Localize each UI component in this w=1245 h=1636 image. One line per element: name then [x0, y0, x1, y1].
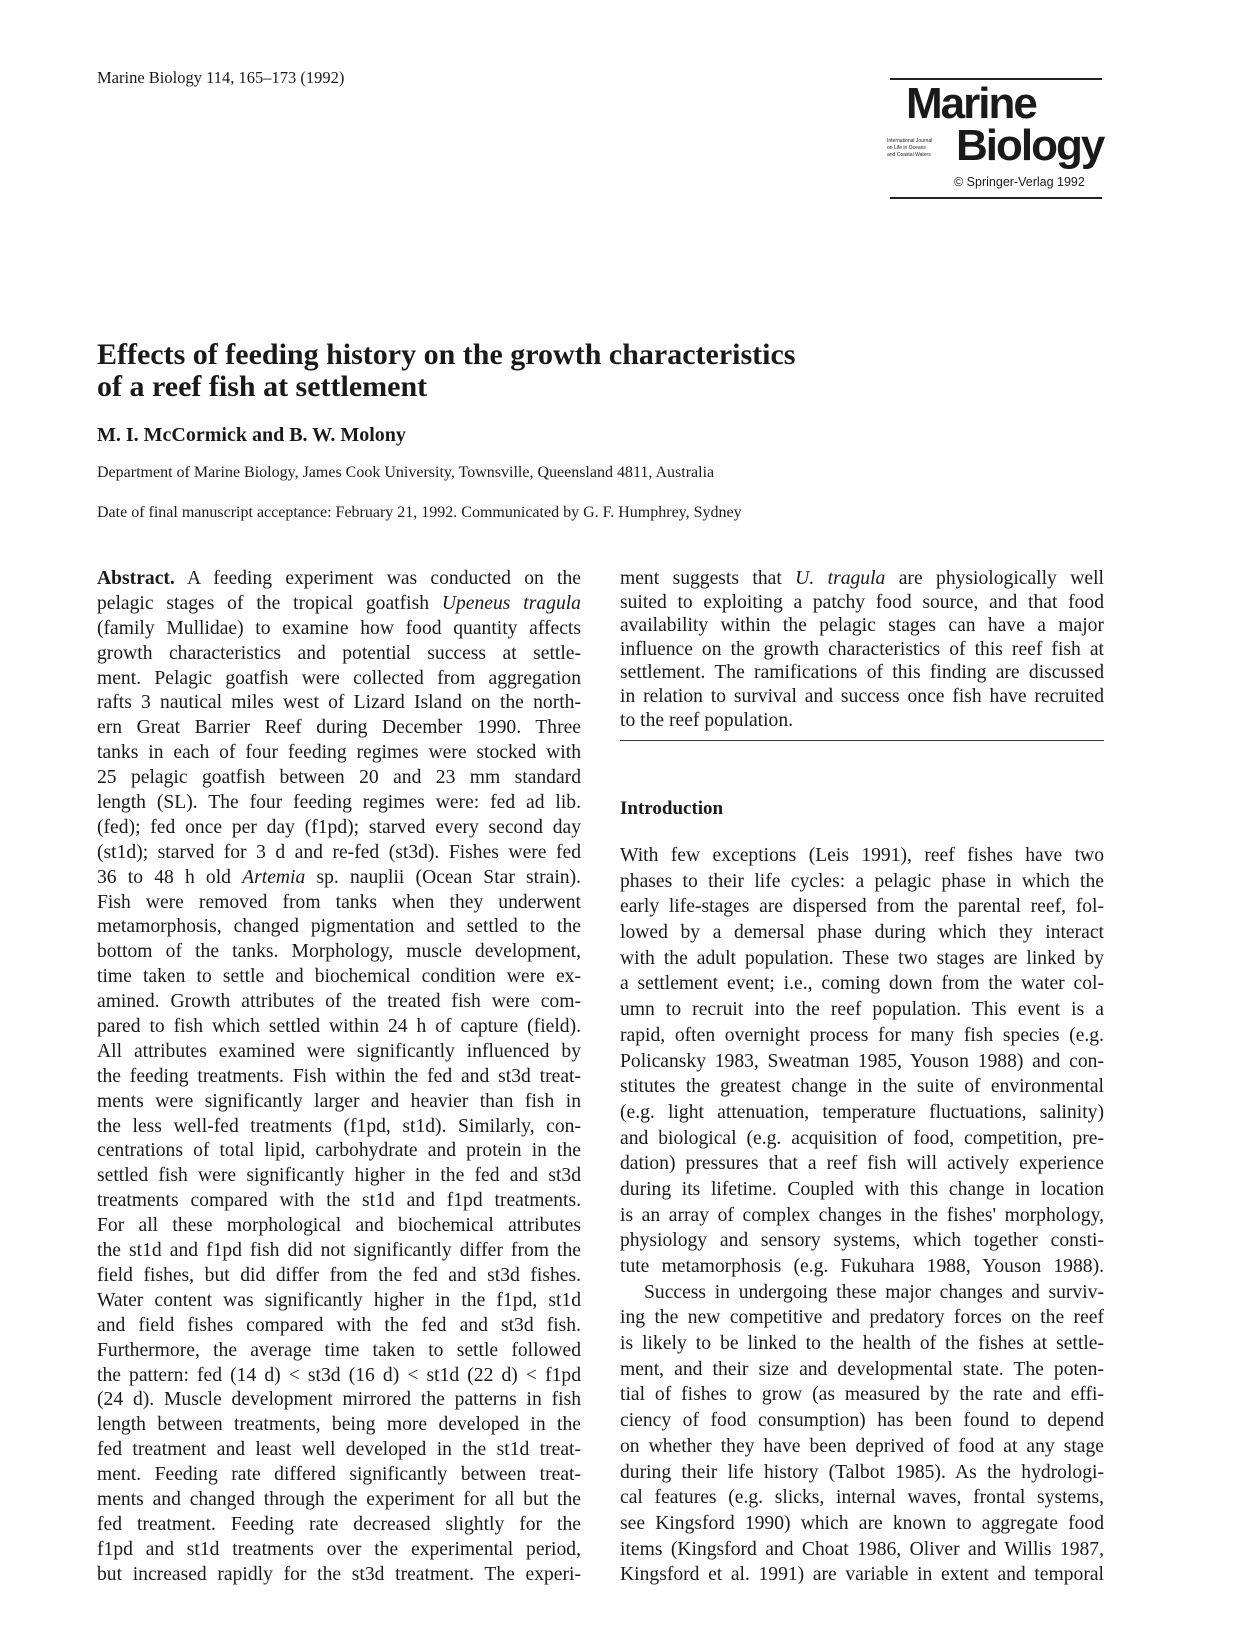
text-segment: lowed by a demersal phase during which they interact — [620, 922, 1104, 944]
text-segment: pared to fish which settled within 24 h of capture (field). — [97, 1016, 581, 1038]
text-line — [97, 1115, 581, 1140]
text-segment: fed treatment and least well developed in the st1d treat- — [97, 1439, 581, 1461]
text-line — [620, 1485, 1104, 1511]
text-line — [97, 915, 581, 940]
text-line — [97, 1289, 581, 1314]
text-line — [620, 1408, 1104, 1434]
tagline-line: International Journal — [887, 138, 933, 144]
text-line — [97, 1164, 581, 1189]
text-segment: to the reef population. — [620, 709, 794, 731]
text-line — [97, 1090, 581, 1115]
text-line — [97, 841, 581, 866]
text-segment: is likely to be linked to the health of the fishes at settle- — [620, 1333, 1104, 1355]
text-line — [97, 1513, 581, 1538]
logo-tagline — [887, 138, 957, 159]
text-segment: ment, and their size and developmental state. The poten- — [620, 1358, 1104, 1380]
text-segment: 36 to 48 h old — [97, 866, 243, 888]
text-line — [620, 1382, 1104, 1408]
text-line — [620, 1254, 1104, 1280]
text-line — [97, 691, 581, 716]
text-segment: length (SL). The four feeding regimes were: fed ad lib. — [97, 792, 581, 814]
text-segment: (e.g. light attenuation, temperature fluctuations, salinity) — [620, 1101, 1104, 1123]
text-line — [620, 591, 1104, 615]
affiliation: Department of Marine Biology, James Cook University, Townsville, Queensland 4811, Australia — [97, 464, 715, 481]
text-segment: f1pd and st1d treatments over the experimental period, — [97, 1538, 581, 1560]
text-segment: a settlement event; i.e., coming down from the water col- — [620, 973, 1104, 995]
text-line — [620, 1074, 1104, 1100]
text-segment: sp. nauplii (Ocean Star strain). — [305, 866, 581, 888]
text-line — [97, 567, 581, 592]
abstract-right-column — [620, 567, 1104, 732]
text-segment: (st1d); starved for 3 d and re-fed (st3d). Fishes were fed — [97, 841, 581, 863]
text-segment: umn to recruit into the reef population. This event is a — [620, 999, 1104, 1021]
text-segment: suited to exploiting a patchy food source, and that food — [620, 591, 1104, 613]
text-segment: influence on the growth characteristics of this reef fish at — [620, 638, 1104, 660]
text-line — [620, 685, 1104, 709]
text-line — [97, 1488, 581, 1513]
text-segment: field fishes, but did differ from the fed and st3d fishes. — [97, 1264, 581, 1286]
text-segment: ing the new competitive and predatory forces on the reef — [620, 1307, 1104, 1329]
text-segment: length between treatments, being more developed in the — [97, 1414, 581, 1436]
text-segment: treatments compared with the st1d and f1pd treatments. — [97, 1190, 581, 1212]
text-segment: For all these morphological and biochemical attributes — [97, 1215, 581, 1237]
text-line — [97, 766, 581, 791]
text-segment: time taken to settle and biochemical condition were ex- — [97, 966, 581, 988]
text-segment: (fed); fed once per day (f1pd); starved every second day — [97, 816, 581, 838]
text-segment: ment. Pelagic goatfish were collected from aggregation — [97, 667, 581, 689]
text-segment: availability within the pelagic stages can have a major — [620, 615, 1104, 637]
text-line — [97, 1139, 581, 1164]
authors: M. I. McCormick and B. W. Molony — [97, 424, 406, 446]
text-line — [620, 1177, 1104, 1203]
text-segment: U. tragula — [795, 568, 886, 589]
text-segment: bottom of the tanks. Morphology, muscle development, — [97, 941, 581, 963]
text-segment: stitutes the greatest change in the suite of environmental — [620, 1076, 1104, 1098]
text-segment: but increased rapidly for the st3d treatment. The experi- — [97, 1563, 581, 1585]
text-line — [97, 716, 581, 741]
text-segment: rapid, often overnight process for many fish species (e.g. — [620, 1024, 1104, 1046]
introduction-body — [620, 843, 1104, 1588]
copyright: © Springer-Verlag 1992 — [954, 175, 1085, 189]
text-line — [97, 965, 581, 990]
text-line — [620, 709, 1104, 733]
text-segment: Policansky 1983, Sweatman 1985, Youson 1988) and con- — [620, 1050, 1104, 1072]
text-segment: on whether they have been deprived of food at any stage — [620, 1435, 1104, 1457]
text-line — [620, 1280, 1104, 1306]
text-line — [620, 1100, 1104, 1126]
text-line — [620, 971, 1104, 997]
text-line — [97, 1040, 581, 1065]
text-segment: tute metamorphosis (e.g. Fukuhara 1988, Youson 1988). — [620, 1256, 1104, 1277]
text-segment: metamorphosis, changed pigmentation and settled to the — [97, 916, 581, 938]
text-line — [620, 1434, 1104, 1460]
text-line — [97, 1214, 581, 1239]
section-divider — [620, 740, 1104, 741]
text-segment: All attributes examined were significantly influenced by — [97, 1040, 581, 1062]
text-segment: centrations of total lipid, carbohydrate and protein in the — [97, 1140, 581, 1162]
text-segment: Success in undergoing these major changes and surviv- — [644, 1281, 1104, 1303]
text-segment: (family Mullidae) to examine how food quantity affects — [97, 617, 581, 639]
text-segment: in relation to survival and success once fish have recruited — [620, 685, 1104, 707]
introduction-heading: Introduction — [620, 798, 724, 819]
text-line — [97, 1264, 581, 1289]
text-segment: rafts 3 nautical miles west of Lizard Island on the north- — [97, 692, 581, 714]
text-line — [620, 920, 1104, 946]
text-segment: Water content was significantly higher in the f1pd, st1d — [97, 1289, 581, 1311]
text-segment: growth characteristics and potential success at settle- — [97, 642, 581, 664]
title-line: of a reef fish at settlement — [97, 370, 428, 403]
text-segment: ments were significantly larger and heavier than fish in — [97, 1090, 581, 1112]
text-segment: fed treatment. Feeding rate decreased slightly for the — [97, 1513, 581, 1535]
text-line — [620, 1562, 1104, 1588]
text-line — [620, 1357, 1104, 1383]
text-line — [620, 894, 1104, 920]
text-segment: dation) pressures that a reef fish will actively experience — [620, 1153, 1104, 1175]
journal-citation: Marine Biology 114, 165–173 (1992) — [97, 68, 345, 87]
text-segment: 25 pelagic goatfish between 20 and 23 mm standard — [97, 767, 581, 789]
text-line — [620, 997, 1104, 1023]
text-line — [620, 638, 1104, 662]
text-line — [97, 617, 581, 642]
text-line — [97, 791, 581, 816]
text-line — [97, 1314, 581, 1339]
text-segment: with the adult population. These two stages are linked by — [620, 947, 1104, 969]
text-segment: ern Great Barrier Reef during December 1990. Three — [97, 717, 581, 739]
text-line — [97, 1189, 581, 1214]
text-segment: ciency of food consumption) has been found to depend — [620, 1410, 1104, 1432]
tagline-line: and Coastal Waters — [887, 152, 931, 158]
journal-logo — [887, 78, 1104, 200]
abstract-left-column — [97, 567, 581, 1588]
text-line — [620, 567, 1104, 591]
text-line — [620, 661, 1104, 685]
text-segment: pelagic stages of the tropical goatfish — [97, 592, 442, 614]
text-line — [620, 1305, 1104, 1331]
article-title — [97, 339, 795, 403]
text-segment: during its lifetime. Coupled with this change in location — [620, 1178, 1104, 1200]
text-line — [97, 642, 581, 667]
text-line — [97, 1538, 581, 1563]
text-segment: the feeding treatments. Fish within the fed and st3d treat- — [97, 1065, 581, 1087]
text-line — [97, 940, 581, 965]
text-line — [97, 1463, 581, 1488]
text-line — [97, 816, 581, 841]
text-line — [620, 1331, 1104, 1357]
text-segment: are physiologically well — [885, 568, 1104, 589]
text-segment: see Kingsford 1990) which are known to aggregate food — [620, 1512, 1104, 1534]
text-line — [620, 843, 1104, 869]
text-segment: ment suggests that — [620, 568, 796, 589]
text-line — [97, 1015, 581, 1040]
text-segment: and field fishes compared with the fed and st3d fish. — [97, 1314, 581, 1336]
text-segment: Furthermore, the average time taken to settle followed — [97, 1339, 581, 1361]
text-segment: early life-stages are dispersed from the parental reef, fol- — [620, 896, 1104, 918]
text-line — [97, 990, 581, 1015]
acceptance-date: Date of final manuscript acceptance: February 21, 1992. Communicated by G. F. Humphrey, Sydney — [97, 504, 742, 521]
text-line — [620, 869, 1104, 895]
text-line — [97, 1563, 581, 1588]
text-line — [620, 1511, 1104, 1537]
text-segment: A feeding experiment was conducted on the — [174, 568, 581, 589]
text-line — [620, 1228, 1104, 1254]
text-line — [97, 891, 581, 916]
text-segment: (24 d). Muscle development mirrored the patterns in fish — [97, 1389, 581, 1411]
title-line: Effects of feeding history on the growth characteristics — [97, 338, 796, 371]
text-line — [620, 946, 1104, 972]
text-line — [97, 1438, 581, 1463]
text-line — [97, 592, 581, 617]
text-segment: Artemia — [242, 866, 306, 888]
text-segment: phases to their life cycles: a pelagic phase in which the — [620, 870, 1104, 892]
logo-bottom-rule — [890, 197, 1102, 199]
text-segment: Kingsford et al. 1991) are variable in extent and temporal — [620, 1564, 1104, 1586]
text-segment: Fish were removed from tanks when they underwent — [97, 891, 581, 913]
text-line — [97, 1239, 581, 1264]
text-line — [620, 1203, 1104, 1229]
text-segment: tial of fishes to grow (as measured by the rate and effi- — [620, 1384, 1104, 1406]
text-segment: during their life history (Talbot 1985). As the hydrologi- — [620, 1461, 1104, 1483]
text-segment: and biological (e.g. acquisition of food, competition, pre- — [620, 1127, 1104, 1149]
text-line — [97, 741, 581, 766]
text-segment: With few exceptions (Leis 1991), reef fishes have two — [620, 845, 1104, 866]
text-segment: items (Kingsford and Choat 1986, Oliver and Willis 1987, — [620, 1538, 1104, 1560]
text-line — [97, 1065, 581, 1090]
text-segment: the pattern: fed (14 d) < st3d (16 d) < st1d (22 d) < f1pd — [97, 1364, 581, 1386]
text-line — [97, 1364, 581, 1389]
text-line — [97, 866, 581, 891]
text-line — [97, 1388, 581, 1413]
text-line — [97, 1339, 581, 1364]
logo-biology: Biology — [956, 121, 1104, 170]
text-segment: settled fish were significantly higher in the fed and st3d — [97, 1165, 581, 1187]
text-line — [620, 1049, 1104, 1075]
text-line — [620, 1023, 1104, 1049]
text-segment: is an array of complex changes in the fishes' morphology, — [620, 1204, 1104, 1226]
text-segment: amined. Growth attributes of the treated fish were com- — [97, 991, 581, 1013]
text-segment: cal features (e.g. slicks, internal waves, frontal systems, — [620, 1487, 1104, 1509]
text-segment: ment. Feeding rate differed significantly between treat- — [97, 1464, 581, 1486]
text-line — [620, 1151, 1104, 1177]
text-line — [620, 614, 1104, 638]
text-line — [620, 1126, 1104, 1152]
text-segment: physiology and sensory systems, which together consti- — [620, 1230, 1104, 1252]
text-segment: tanks in each of four feeding regimes were stocked with — [97, 742, 581, 764]
text-segment: Upeneus tragula — [441, 592, 581, 614]
text-line — [620, 1537, 1104, 1563]
logo-marine: Marine — [906, 79, 1036, 128]
text-segment: settlement. The ramifications of this finding are discussed — [620, 662, 1104, 684]
tagline-line: on Life in Oceans — [887, 145, 926, 151]
text-line — [620, 1460, 1104, 1486]
text-segment: Abstract. — [97, 568, 175, 589]
text-line — [97, 1413, 581, 1438]
text-segment: ments and changed through the experiment for all but the — [97, 1488, 581, 1510]
text-line — [97, 667, 581, 692]
text-segment: the st1d and f1pd fish did not significantly differ from the — [97, 1240, 581, 1262]
text-segment: the less well-fed treatments (f1pd, st1d). Similarly, con- — [97, 1115, 581, 1137]
